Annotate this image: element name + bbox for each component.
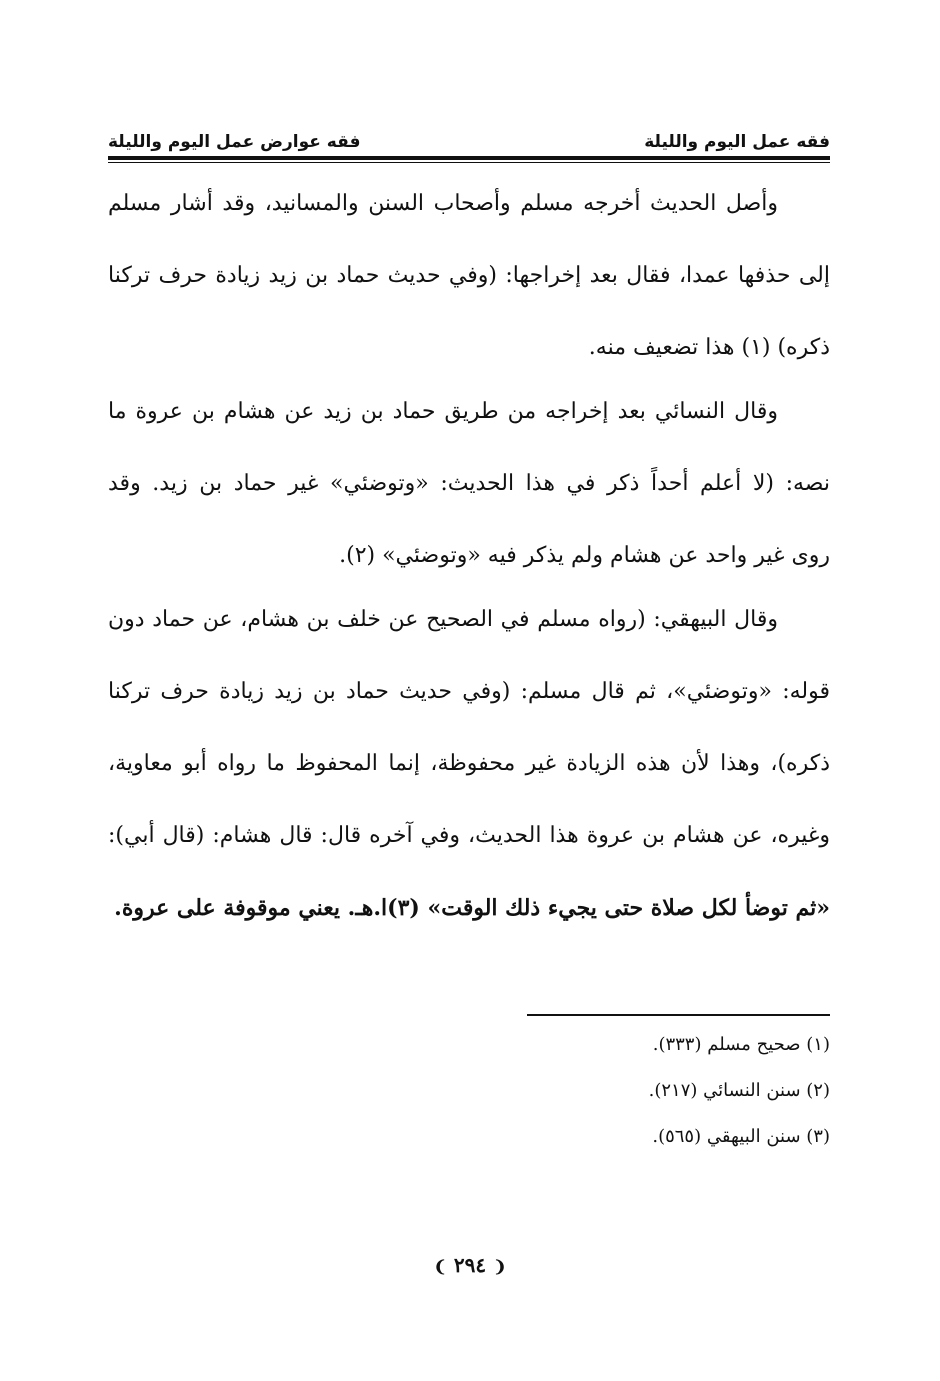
header-rule-thick	[108, 156, 830, 160]
footnote-3: (٣) سنن البيهقي (٥٦٥).	[652, 1126, 830, 1147]
text-line: وقال النسائي بعد إخراجه من طريق حماد بن زيد عن هشام بن عروة ما	[108, 399, 778, 424]
text-line: ذكره) (١) هذا تضعيف منه.	[588, 335, 830, 360]
text-line: روى غير واحد عن هشام ولم يذكر فيه «وتوضئي» (٢).	[339, 543, 830, 568]
paragraph-2	[108, 376, 830, 592]
paragraph-1	[108, 168, 830, 384]
ornament-right-icon: ❨	[493, 1256, 507, 1276]
page-number-block	[410, 1250, 530, 1282]
ornament-left-icon: ❩	[433, 1256, 447, 1276]
header-book-title: فقه عمل اليوم والليلة	[644, 132, 830, 152]
text-line: نصه: (لا أعلم أحداً ذكر في هذا الحديث: «وتوضئي» غير حماد بن زيد. وقد	[108, 471, 830, 496]
page-number: ٢٩٤	[453, 1253, 487, 1277]
text-line: إلى حذفها عمدا، فقال بعد إخراجها: (وفي حديث حماد بن زيد زيادة حرف تركنا	[108, 263, 830, 288]
paragraph-3	[108, 584, 830, 944]
header-rule-thin	[108, 162, 830, 163]
footnote-1: (١) صحيح مسلم (٣٣٣).	[652, 1034, 830, 1055]
text-line: قوله: «وتوضئي»، ثم قال مسلم: (وفي حديث حماد بن زيد زيادة حرف تركنا	[108, 679, 830, 704]
text-line: وقال البيهقي: (رواه مسلم في الصحيح عن خلف بن هشام، عن حماد دون	[108, 607, 778, 632]
header-chapter-title: فقه عوارض عمل اليوم والليلة	[108, 132, 361, 152]
text-line: وأصل الحديث أخرجه مسلم وأصحاب السنن والمسانيد، وقد أشار مسلم	[108, 191, 778, 216]
footnote-separator	[527, 1014, 830, 1016]
running-header	[108, 128, 830, 156]
text-line: ذكره)، وهذا لأن هذه الزيادة غير محفوظة، إنما المحفوظ ما رواه أبو معاوية،	[108, 751, 830, 776]
footnote-2: (٢) سنن النسائي (٢١٧).	[648, 1080, 830, 1101]
text-line: «ثم توضأ لكل صلاة حتى يجيء ذلك الوقت» (٣)ا.هـ. يعني موقوفة على عروة.	[114, 895, 830, 921]
text-line: وغيره، عن هشام بن عروة هذا الحديث، وفي آخره قال: قال هشام: (قال أبي):	[108, 823, 830, 848]
